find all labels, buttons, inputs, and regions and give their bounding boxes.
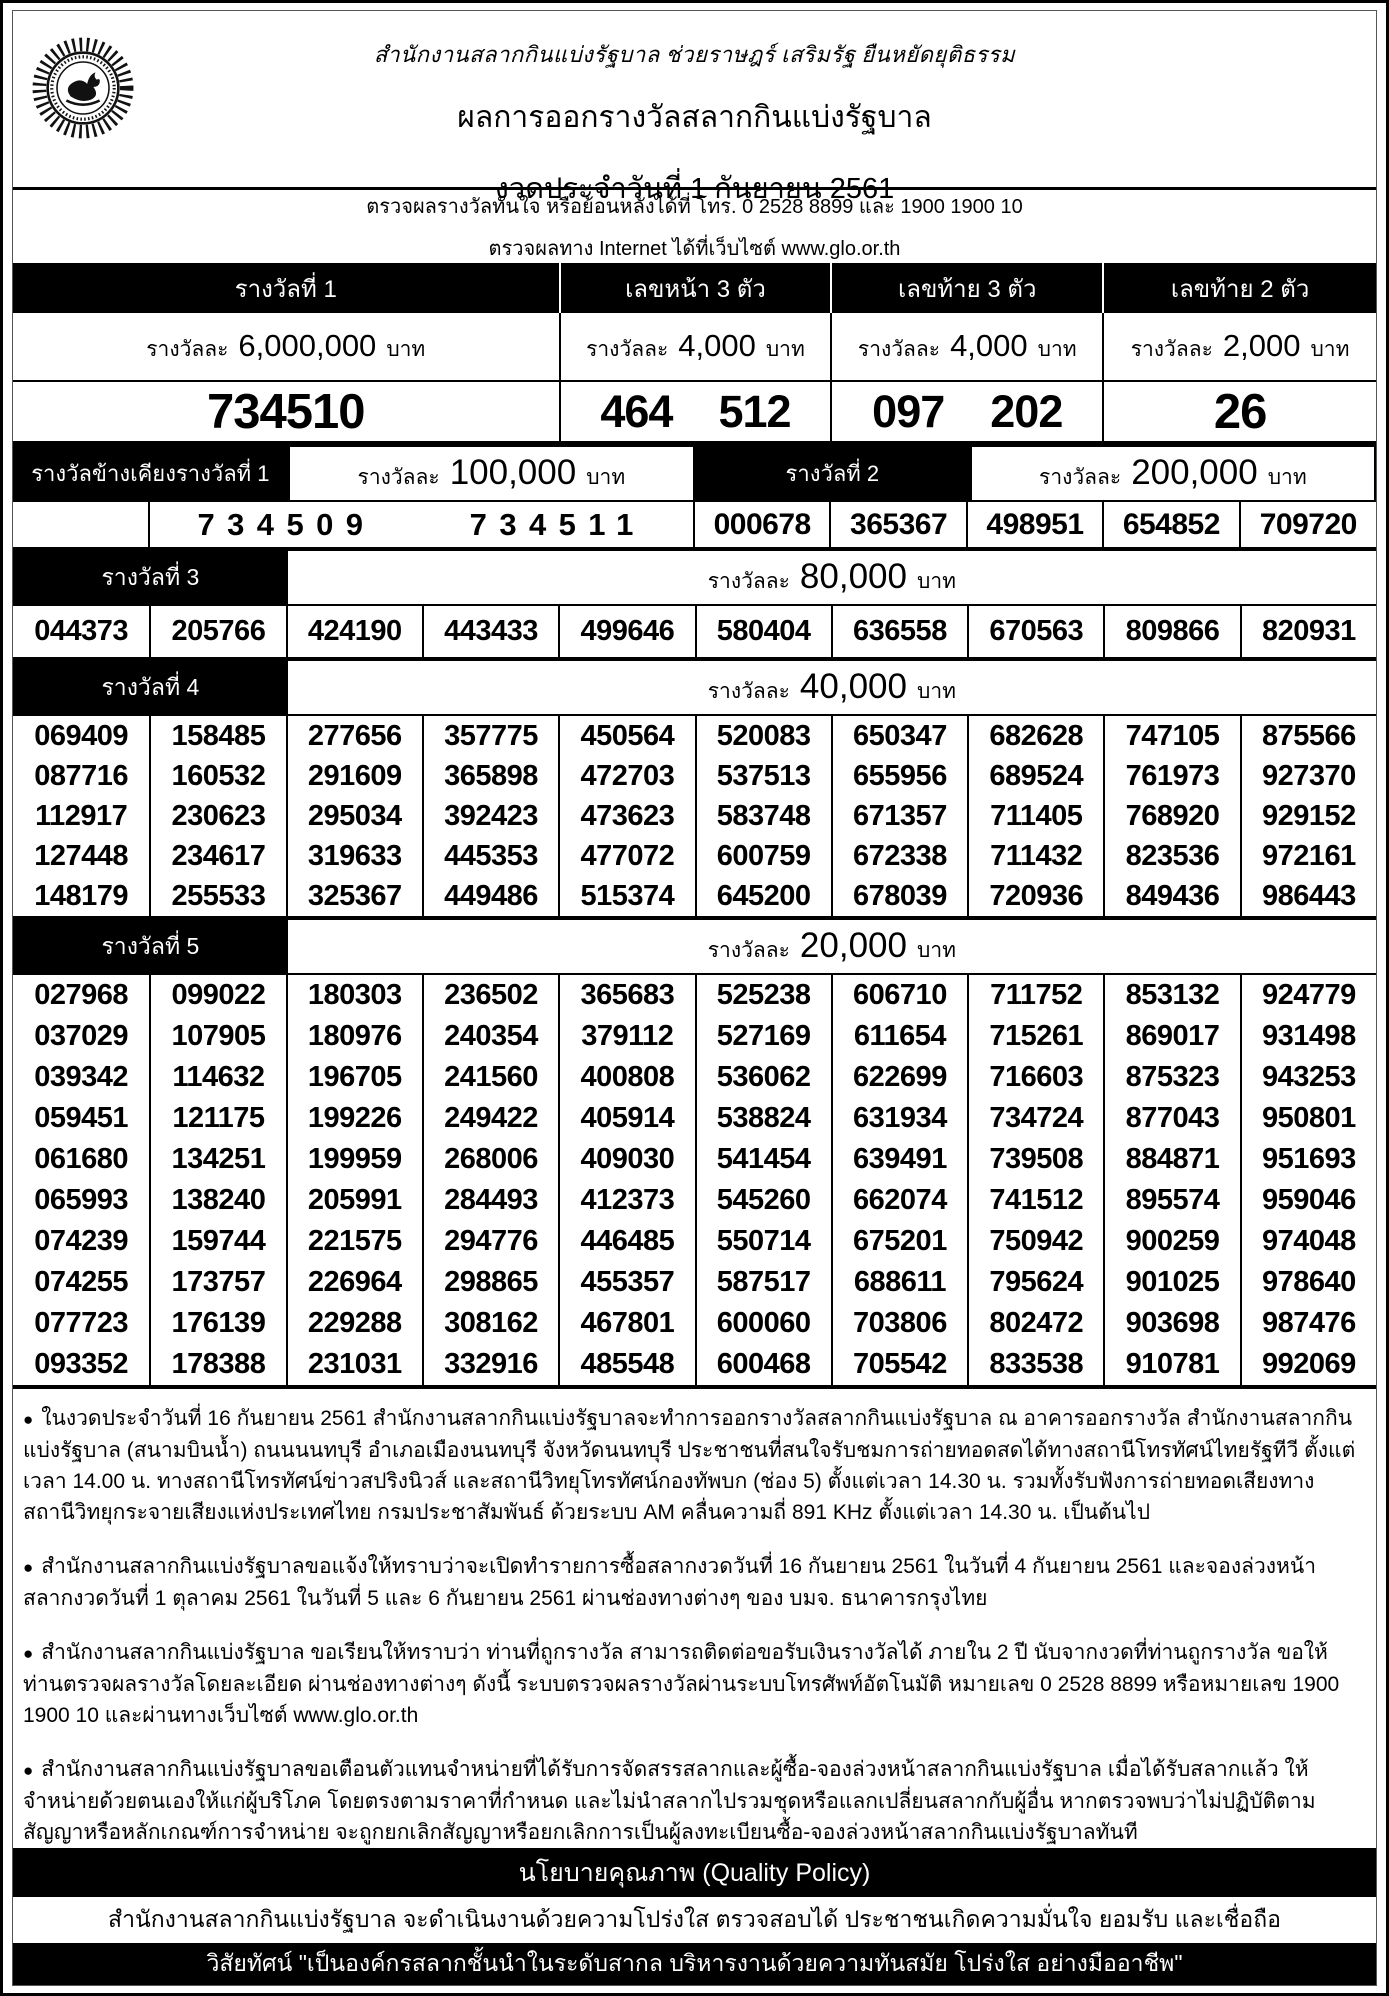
prize-number: 903698: [1103, 1303, 1239, 1344]
prize-number: 662074: [831, 1180, 967, 1221]
prize-number: 884871: [1103, 1139, 1239, 1180]
draw-date: งวดประจำวันที่ 1 กันยายน 2561: [494, 173, 895, 205]
second-prize-label: รางวัลที่ 2: [785, 461, 880, 486]
prize-number: 974048: [1240, 1221, 1376, 1262]
front3-header: เลขหน้า 3 ตัว: [561, 263, 833, 313]
prize-number: 833538: [967, 1344, 1103, 1385]
prize-number: 802472: [967, 1303, 1103, 1344]
prize-number: 059451: [34, 1102, 129, 1134]
note-paragraph: [23, 1637, 1366, 1731]
prize-number: 734724: [967, 1098, 1103, 1139]
prize-number: 606710: [831, 975, 967, 1016]
prize-number: 443433: [422, 606, 558, 657]
prize-number: 901025: [1103, 1262, 1239, 1303]
main-prize-header-row: [13, 263, 1376, 313]
prize-number: 255533: [149, 876, 285, 916]
prize-number: 895574: [1103, 1180, 1239, 1221]
prize-number: 467801: [558, 1303, 694, 1344]
last3-amount: รางวัลละ 4,000 บาท: [832, 313, 1104, 380]
note-text: ในงวดประจำวันที่ 16 กันยายน 2561 สำนักงานสลากกินแบ่งรัฐบาลจะทำการออกรางวัลสลากกินแบ่งรัฐบาล ณ อาคารออกรางวัล สำนักงานสลากกินแบ่งรัฐบาล (สนามบินน้ำ) ถนนนนทบุรี อำเภอเมืองนนทบุรี จังหวัดนนทบุรี ประชาชนที่สนใจรับชมการถ่ายทอดสดได้ทางสถานีโทรทัศน์ไทยรัฐทีวี ตั้งแต่เวลา 14.00 น. ทางสถานีโทรทัศน์ข่าวสปริงนิวส์ และสถานีวิทยุโทรทัศน์กองทัพบก (ช่อง 5) ตั้งแต่เวลา 14.30 น. รวมทั้งรับฟังการถ่ายทอดเสียงทางสถานีวิทยุกระจายเสียงแห่งประเทศไทย กรมประชาสัมพันธ์ ด้วยระบบ AM คลื่นความถี่ 891 KHz ตั้งแต่เวลา 14.30 น. เป็นต้นไป: [23, 1407, 1356, 1524]
last2-number: 26: [1213, 384, 1267, 439]
prize-number: 159744: [149, 1221, 285, 1262]
prize-number: 622699: [831, 1057, 967, 1098]
prize-number: 445353: [422, 836, 558, 876]
prize-number: 739508: [967, 1139, 1103, 1180]
prize-number: 365683: [558, 975, 694, 1016]
prize-number: 639491: [831, 1139, 967, 1180]
quality-policy-statement: สำนักงานสลากกินแบ่งรัฐบาล จะดำเนินงานด้วยความโปร่งใส ตรวจสอบได้ ประชาชนเกิดความมั่นใจ ยอมรับ และเชื่อถือ: [108, 1906, 1281, 1932]
prize-number: 747105: [1103, 716, 1239, 756]
fourth-prize-header: [13, 661, 1376, 716]
third-prize-header: [13, 551, 1376, 606]
side-second-prize-numbers: [13, 502, 1376, 551]
prize-number: 230623: [149, 796, 285, 836]
prize-number: 400808: [558, 1057, 694, 1098]
last3-numbers: 097 202: [832, 382, 1104, 441]
last2-amount: รางวัลละ 2,000 บาท: [1130, 327, 1350, 363]
fourth-prize-amount: รางวัลละ 40,000 บาท: [707, 667, 956, 706]
side-prize-number: 734509: [197, 506, 376, 542]
prize-number: 943253: [1240, 1057, 1376, 1098]
prize-number: 972161: [1240, 836, 1376, 876]
prize-number: 138240: [149, 1180, 285, 1221]
prize-number: 703806: [831, 1303, 967, 1344]
vision-bar: วิสัยทัศน์ "เป็นองค์กรสลากชั้นนำในระดับสากล บริหารงานด้วยความทันสมัย โปร่งใส อย่างมืออาชีพ": [13, 1943, 1376, 1985]
prize-number: 631934: [831, 1098, 967, 1139]
side-prize-number: 734511: [469, 506, 646, 542]
prize-number: 978640: [1240, 1262, 1376, 1303]
prize-number: 392423: [422, 796, 558, 836]
prize-number: 545260: [695, 1180, 831, 1221]
prize-number: 405914: [558, 1098, 694, 1139]
prize-number: 424190: [286, 606, 422, 657]
prize-number: 672338: [831, 836, 967, 876]
note-paragraph: [23, 1403, 1366, 1528]
prize-number: 176139: [149, 1303, 285, 1344]
side-prize-label: รางวัลข้างเคียงรางวัลที่ 1: [31, 461, 270, 486]
note-paragraph: [23, 1754, 1366, 1848]
page-frame: [12, 10, 1377, 1986]
prize-number: 173757: [149, 1262, 285, 1303]
prize-number: 853132: [1103, 975, 1239, 1016]
prize-number: 148179: [34, 879, 129, 912]
prize-number: 823536: [1103, 836, 1239, 876]
prize-number: 308162: [422, 1303, 558, 1344]
prize-number: 158485: [149, 716, 285, 756]
prize-number: 037029: [34, 1020, 129, 1052]
prize-number: 959046: [1240, 1180, 1376, 1221]
prize-number: 992069: [1240, 1344, 1376, 1385]
prize-number: 268006: [422, 1139, 558, 1180]
prize-number: 931498: [1240, 1016, 1376, 1057]
prize-number: 160532: [149, 756, 285, 796]
prize-number: 332916: [422, 1344, 558, 1385]
prize-number: 875323: [1103, 1057, 1239, 1098]
prize-number: 249422: [422, 1098, 558, 1139]
prize-number: 655956: [831, 756, 967, 796]
third-prize-label: รางวัลที่ 3: [13, 551, 288, 604]
prize-number: 820931: [1240, 606, 1376, 657]
prize-number: 927370: [1240, 756, 1376, 796]
prize-number: 472703: [558, 756, 694, 796]
prize-number: 689524: [967, 756, 1103, 796]
prize-number: 180303: [286, 975, 422, 1016]
front3-numbers: 464 512: [561, 382, 833, 441]
prize-number: 229288: [286, 1303, 422, 1344]
fifth-prize-label: รางวัลที่ 5: [13, 920, 288, 973]
prize-number: 600468: [695, 1344, 831, 1385]
prize-number: 869017: [1103, 1016, 1239, 1057]
second-prize-number: 709720: [1259, 507, 1357, 541]
prize-number: 379112: [558, 1016, 694, 1057]
prize-number: 295034: [286, 796, 422, 836]
announcement-notes: [13, 1389, 1376, 1848]
prize-number: 357775: [422, 716, 558, 756]
second-prize-amount: รางวัลละ 200,000 บาท: [970, 445, 1376, 502]
prize-number: 741512: [967, 1180, 1103, 1221]
prize-number: 986443: [1240, 876, 1376, 916]
prize-number: 682628: [967, 716, 1103, 756]
prize-number: 199959: [286, 1139, 422, 1180]
prize-number: 900259: [1103, 1221, 1239, 1262]
prize-number: 226964: [286, 1262, 422, 1303]
prize-number: 924779: [1240, 975, 1376, 1016]
bullet-icon: ●: [23, 1644, 34, 1663]
prize-number: 093352: [34, 1348, 129, 1380]
side-prize-numbers: [150, 502, 695, 547]
prize-number: 112917: [35, 799, 128, 832]
last2-header: เลขท้าย 2 ตัว: [1170, 275, 1310, 303]
prize-number: 675201: [831, 1221, 967, 1262]
prize-number: 716603: [967, 1057, 1103, 1098]
prize-number: 277656: [286, 716, 422, 756]
quality-policy-bar: นโยบายคุณภาพ (Quality Policy): [13, 1848, 1376, 1897]
prize-number: 473623: [558, 796, 694, 836]
prize-number: 580404: [695, 606, 831, 657]
first-prize-amount: รางวัลละ 6,000,000 บาท: [13, 313, 561, 380]
prize-number: 231031: [286, 1344, 422, 1385]
header-text: [13, 11, 1376, 211]
prize-number: 671357: [831, 796, 967, 836]
prize-number: 541454: [695, 1139, 831, 1180]
prize-number: 711752: [967, 975, 1103, 1016]
prize-number: 875566: [1240, 716, 1376, 756]
main-prize-table: [13, 263, 1376, 445]
prize-number: 636558: [831, 606, 967, 657]
prize-number: 929152: [1240, 796, 1376, 836]
prize-number: 587517: [695, 1262, 831, 1303]
prize-number: 485548: [558, 1344, 694, 1385]
second-prize-number: 365367: [831, 502, 967, 547]
contact-phone-line: ตรวจผลรางวัลทันใจ หรือย้อนหลังได้ที่ โทร. 0 2528 8899 และ 1900 1900 10: [366, 195, 1023, 218]
prize-number: 600759: [695, 836, 831, 876]
third-prize-amount: รางวัลละ 80,000 บาท: [707, 557, 956, 596]
prize-number: 412373: [558, 1180, 694, 1221]
prize-number: 134251: [149, 1139, 285, 1180]
prize-number: 987476: [1240, 1303, 1376, 1344]
prize-number: 319633: [286, 836, 422, 876]
prize-number: 550714: [695, 1221, 831, 1262]
empty-cell: [13, 502, 150, 547]
bullet-icon: ●: [23, 1558, 34, 1577]
prize-number: 236502: [422, 975, 558, 1016]
prize-number: 670563: [967, 606, 1103, 657]
fifth-prize-numbers: [13, 975, 1376, 1389]
prize-number: 527169: [695, 1016, 831, 1057]
prize-number: 761973: [1103, 756, 1239, 796]
prize-number: 099022: [149, 975, 285, 1016]
prize-number: 750942: [967, 1221, 1103, 1262]
prize-number: 199226: [286, 1098, 422, 1139]
prize-number: 950801: [1240, 1098, 1376, 1139]
side-second-prize-band: [13, 445, 1376, 502]
note-paragraph: [23, 1551, 1366, 1614]
prize-number: 365898: [422, 756, 558, 796]
prize-number: 069409: [34, 719, 129, 752]
prize-number: 205991: [286, 1180, 422, 1221]
prize-number: 768920: [1103, 796, 1239, 836]
prize-number: 910781: [1103, 1344, 1239, 1385]
bullet-icon: ●: [23, 1761, 34, 1780]
last3-header: เลขท้าย 3 ตัว: [832, 263, 1104, 313]
page-header: [13, 11, 1376, 205]
prize-number: 065993: [34, 1184, 129, 1216]
prize-number: 061680: [34, 1143, 129, 1175]
contact-website-line: ตรวจผลทาง Internet ได้ที่เว็บไซต์ www.glo.or.th: [488, 237, 901, 260]
prize-number: 446485: [558, 1221, 694, 1262]
prize-number: 074239: [34, 1225, 129, 1257]
page-title: ผลการออกรางวัลสลากกินแบ่งรัฐบาล: [457, 101, 932, 134]
prize-number: 087716: [34, 759, 129, 792]
second-prize-number: 654852: [1104, 502, 1240, 547]
prize-number: 678039: [831, 876, 967, 916]
prize-number: 951693: [1240, 1139, 1376, 1180]
prize-number: 325367: [286, 876, 422, 916]
prize-number: 538824: [695, 1098, 831, 1139]
third-prize-numbers: [13, 606, 1376, 661]
prize-number: 221575: [286, 1221, 422, 1262]
prize-number: 121175: [149, 1098, 285, 1139]
prize-number: 298865: [422, 1262, 558, 1303]
fifth-prize-header: [13, 920, 1376, 975]
second-prize-number: 000678: [695, 502, 831, 547]
prize-number: 715261: [967, 1016, 1103, 1057]
prize-number: 450564: [558, 716, 694, 756]
prize-number: 294776: [422, 1221, 558, 1262]
prize-number: 477072: [558, 836, 694, 876]
prize-number: 809866: [1103, 606, 1239, 657]
prize-number: 409030: [558, 1139, 694, 1180]
first-prize-number: 734510: [13, 382, 561, 441]
prize-number: 711432: [967, 836, 1103, 876]
prize-number: 077723: [34, 1307, 129, 1339]
fourth-prize-label: รางวัลที่ 4: [13, 661, 288, 714]
prize-number: 520083: [695, 716, 831, 756]
second-prize-number: 498951: [968, 502, 1104, 547]
prize-number: 515374: [558, 876, 694, 916]
prize-number: 795624: [967, 1262, 1103, 1303]
prize-number: 720936: [967, 876, 1103, 916]
prize-number: 178388: [149, 1344, 285, 1385]
prize-number: 705542: [831, 1344, 967, 1385]
prize-number: 455357: [558, 1262, 694, 1303]
prize-number: 600060: [695, 1303, 831, 1344]
prize-number: 537513: [695, 756, 831, 796]
prize-number: 240354: [422, 1016, 558, 1057]
prize-number: 180976: [286, 1016, 422, 1057]
fourth-prize-numbers: [13, 716, 1376, 920]
prize-number: 234617: [149, 836, 285, 876]
prize-number: 039342: [34, 1061, 129, 1093]
fifth-prize-amount: รางวัลละ 20,000 บาท: [707, 926, 956, 965]
prize-number: 877043: [1103, 1098, 1239, 1139]
prize-number: 291609: [286, 756, 422, 796]
prize-number: 107905: [149, 1016, 285, 1057]
note-text: สำนักงานสลากกินแบ่งรัฐบาลขอแจ้งให้ทราบว่าจะเปิดทำรายการซื้อสลากงวดวันที่ 16 กันยายน 2561 ในวันที่ 4 กันยายน 2561 และจองล่วงหน้าสลากงวดวันที่ 1 ตุลาคม 2561 ในวันที่ 5 และ 6 กันยายน 2561 ผ่านช่องทางต่างๆ ของ บมจ. ธนาคารกรุงไทย: [23, 1555, 1317, 1610]
note-text: สำนักงานสลากกินแบ่งรัฐบาลขอเตือนตัวแทนจำหน่ายที่ได้รับการจัดสรรสลากและผู้ซื้อ-จองล่วงหน้าสลากกินแบ่งรัฐบาล เมื่อได้รับสลากแล้ว ให้จำหน่ายด้วยตนเองให้แก่ผู้บริโภค โดยตรงตามราคาที่กำหนด และไม่นำสลากไปรวมชุดหรือแลกเปลี่ยนสลากกับผู้อื่น หากตรวจพบว่าไม่ปฏิบัติตามสัญญาหรือหลักเกณฑ์การจำหน่าย จะถูกยกเลิกสัญญาหรือยกเลิกการเป็นผู้ลงทะเบียนซื้อ-จองล่วงหน้าสลากกินแบ่งรัฐบาลทันที: [23, 1758, 1316, 1844]
prize-number: 284493: [422, 1180, 558, 1221]
prize-number: 499646: [558, 606, 694, 657]
prize-number: 044373: [34, 615, 129, 647]
side-prize-amount: รางวัลละ 100,000 บาท: [288, 445, 695, 502]
front3-amount: รางวัลละ 4,000 บาท: [561, 313, 833, 380]
prize-number: 074255: [34, 1266, 129, 1298]
prize-number: 650347: [831, 716, 967, 756]
prize-number: 205766: [149, 606, 285, 657]
prize-number: 196705: [286, 1057, 422, 1098]
note-text: สำนักงานสลากกินแบ่งรัฐบาล ขอเรียนให้ทราบว่า ท่านที่ถูกรางวัล สามารถติดต่อขอรับเงินรางวัลได้ ภายใน 2 ปี นับจากงวดที่ท่านถูกรางวัล ขอให้ท่านตรวจผลรางวัลโดยละเอียด ผ่านช่องทางต่างๆ ดังนี้ ระบบตรวจผลรางวัลผ่านระบบโทรศัพท์อัตโนมัติ หมายเลข 0 2528 8899 หรือหมายเลข 1900 1900 10 และผ่านทางเว็บไซต์ www.glo.or.th: [23, 1641, 1340, 1727]
prize-number: 611654: [831, 1016, 967, 1057]
prize-number: 114632: [149, 1057, 285, 1098]
prize-number: 027968: [34, 979, 129, 1011]
prize-number: 536062: [695, 1057, 831, 1098]
prize-number: 449486: [422, 876, 558, 916]
first-prize-header: รางวัลที่ 1: [13, 263, 561, 313]
prize-number: 645200: [695, 876, 831, 916]
prize-number: 711405: [967, 796, 1103, 836]
glo-seal-logo: [31, 33, 135, 143]
main-prize-number-row: [13, 380, 1376, 441]
main-prize-amount-row: [13, 313, 1376, 380]
prize-number: 688611: [831, 1262, 967, 1303]
prize-number: 525238: [695, 975, 831, 1016]
prize-number: 127448: [34, 839, 129, 872]
prize-number: 583748: [695, 796, 831, 836]
office-motto: สำนักงานสลากกินแบ่งรัฐบาล ช่วยราษฎร์ เสริมรัฐ ยืนหยัดยุติธรรม: [373, 42, 1016, 67]
bullet-icon: ●: [23, 1410, 34, 1429]
prize-number: 241560: [422, 1057, 558, 1098]
prize-number: 849436: [1103, 876, 1239, 916]
